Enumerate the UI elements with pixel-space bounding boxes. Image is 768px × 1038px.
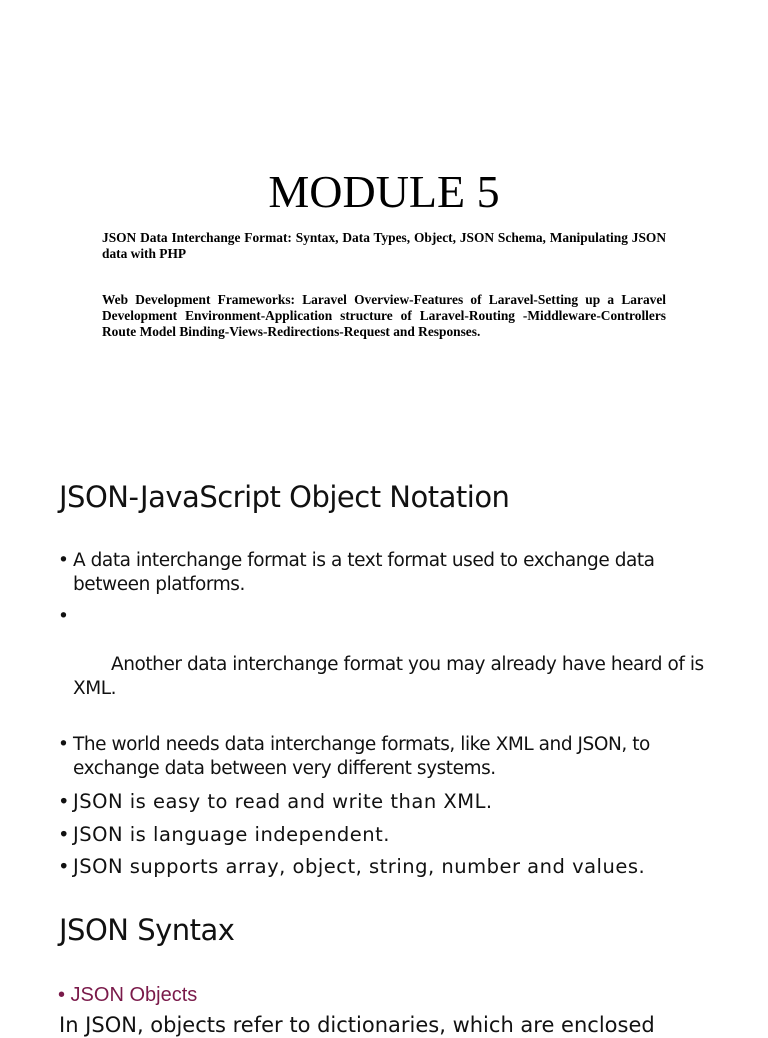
module-topics-json: JSON Data Interchange Format: Syntax, Data Types, Object, JSON Schema, Manipulating JSON data with PHP — [102, 230, 666, 261]
bullet-text: Another data interchange format you may already have heard of is XML. — [73, 654, 710, 699]
bullet-marker: • — [58, 790, 71, 813]
list-item — [58, 854, 708, 879]
bullet-text: The world needs data interchange formats, like XML and JSON, to exchange data between very different systems. — [73, 734, 650, 779]
bullet-marker: • — [58, 855, 71, 878]
bullet-text: JSON is easy to read and write than XML. — [73, 790, 493, 813]
list-item — [58, 733, 708, 781]
json-heading: JSON-JavaScript Object Notation — [59, 480, 510, 514]
bullet-text: JSON supports array, object, string, number and values. — [73, 855, 646, 878]
json-syntax-heading: JSON Syntax — [59, 913, 235, 947]
json-objects-paragraph: In JSON, objects refer to dictionaries, which are enclosed — [59, 1013, 655, 1037]
json-objects-bullet: • JSON Objects — [58, 984, 198, 1006]
bullet-marker: • — [58, 734, 69, 755]
module-title: MODULE 5 — [268, 166, 500, 217]
module-topics-laravel: Web Development Frameworks: Laravel Overview-Features of Laravel-Setting up a Laravel Development Environment-Application structure of Laravel-Routing -Middleware-Controllers Route Model Binding-Views-Redirections-Request and Responses. — [102, 292, 666, 339]
bullet-text: A data interchange format is a text format used to exchange data between platforms. — [73, 550, 655, 595]
bullet-marker: • — [58, 550, 69, 571]
bullet-text: JSON is language independent. — [73, 822, 390, 846]
list-item — [58, 549, 708, 597]
bullet-marker: • — [58, 822, 71, 846]
list-item — [58, 822, 708, 847]
list-item — [58, 789, 708, 814]
json-bullet-list — [58, 549, 708, 887]
list-item — [58, 605, 708, 725]
bullet-marker: • — [58, 606, 69, 627]
